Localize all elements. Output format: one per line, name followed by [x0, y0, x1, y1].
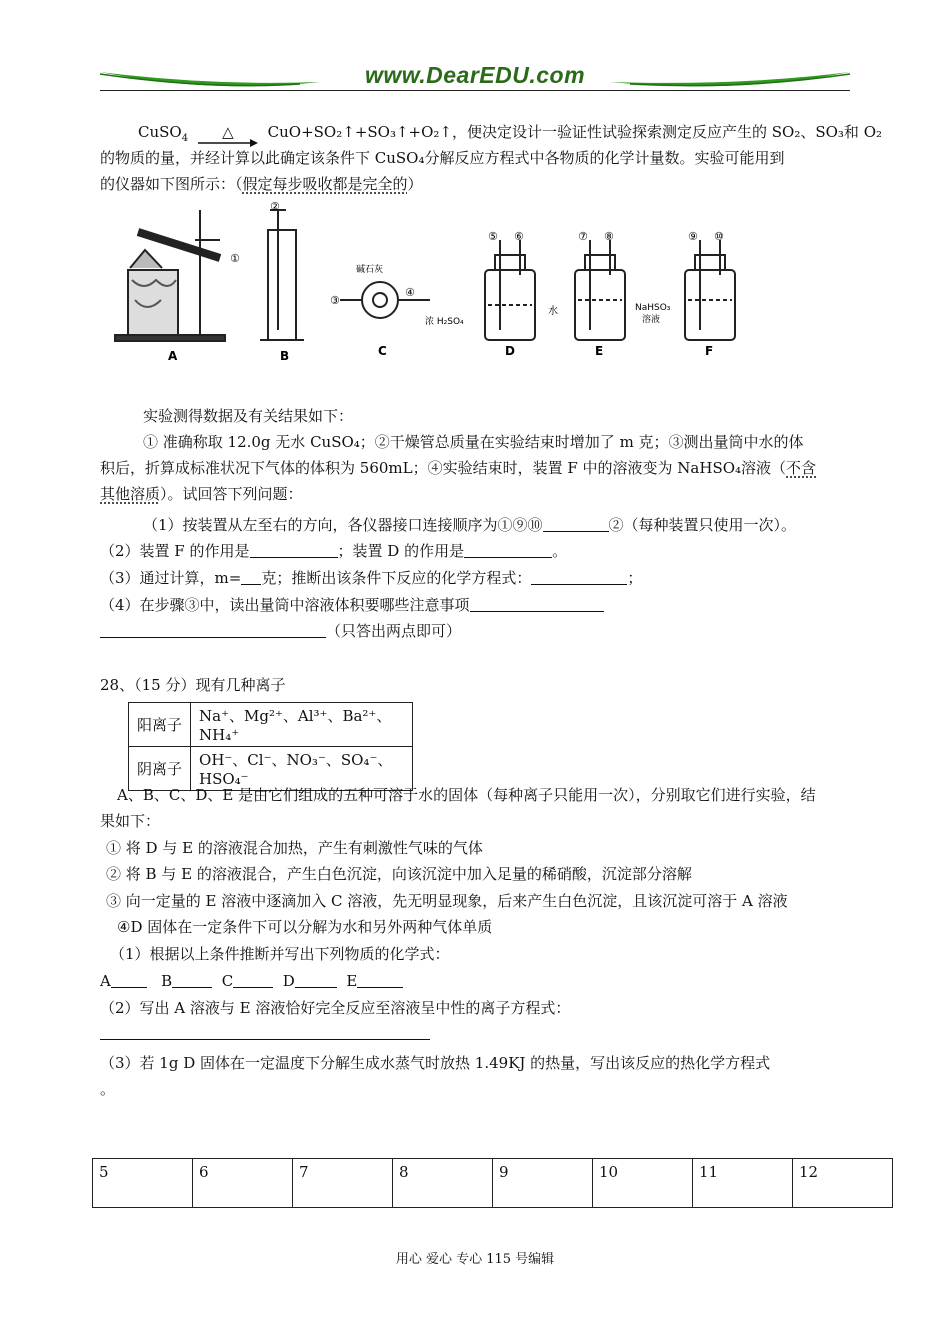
- page-footer: 用心 爱心 专心 115 号编辑: [395, 1252, 555, 1267]
- answer-blank-b[interactable]: [172, 971, 212, 988]
- answer-blank-a[interactable]: [111, 971, 147, 988]
- answer-blank[interactable]: [543, 515, 609, 532]
- answer-blank[interactable]: [100, 621, 326, 638]
- q28-answers-row: A B C D E: [100, 970, 850, 992]
- apparatus-e: [575, 240, 625, 340]
- apparatus-b: [260, 210, 304, 340]
- answer-blank[interactable]: [250, 541, 338, 558]
- reaction-arrow-icon: [198, 139, 258, 147]
- apparatus-d: [485, 240, 535, 340]
- answer-blank-e[interactable]: [357, 971, 403, 988]
- heat-delta-icon: △: [222, 123, 234, 141]
- q28-title: 28、（15 分）现有几种离子: [100, 676, 286, 694]
- answer-blank[interactable]: [531, 568, 627, 585]
- apparatus-label-e: E: [595, 344, 604, 358]
- q28-question-2: （2）写出 A 溶液与 E 溶液恰好完全反应至溶液呈中性的离子方程式：: [100, 999, 571, 1017]
- answer-cell[interactable]: 9: [493, 1159, 593, 1208]
- q28-question-3: （3）若 1g D 固体在一定温度下分解生成水蒸气时放热 1.49KJ 的热量，写出该反应的热化学方程式: [100, 1054, 771, 1072]
- apparatus-label-a: A: [168, 349, 178, 363]
- apparatus-port-10: ⑩: [714, 230, 724, 243]
- anion-values: OH⁻、Cl⁻、NO₃⁻、SO₄⁻、HSO₄⁻: [191, 747, 413, 791]
- ion-table: [128, 702, 413, 791]
- cation-values: Na⁺、Mg²⁺、Al³⁺、Ba²⁺、NH₄⁺: [191, 703, 413, 747]
- apparatus-label-d: D: [505, 344, 515, 358]
- data-line-2: 积后，折算成标准状况下气体的体积为 560mL；④实验结束时，装置 F 中的溶液变为 NaHSO₄溶液（不含: [100, 459, 817, 477]
- q28-question-3-end: 。: [100, 1080, 116, 1098]
- apparatus-f-text-1: NaHSO₃: [635, 303, 671, 313]
- q28-para-2: 果如下：: [100, 812, 161, 830]
- question-4-cont: （只答出两点即可）: [100, 620, 850, 642]
- answer-cell[interactable]: 11: [693, 1159, 793, 1208]
- answer-table: [92, 1158, 893, 1208]
- answer-blank-c[interactable]: [233, 971, 273, 988]
- anion-label: 阴离子: [129, 747, 191, 791]
- q28-para-1: A、B、C、D、E 是由它们组成的五种可溶于水的固体（每种离子只能用一次），分别取它们进行实验，结: [117, 786, 816, 804]
- apparatus-port-9: ⑨: [688, 230, 698, 243]
- apparatus-c-text: 碱石灰: [356, 265, 384, 275]
- answer-cell[interactable]: 10: [593, 1159, 693, 1208]
- answer-blank[interactable]: [241, 568, 261, 585]
- cation-label: 阳离子: [129, 703, 191, 747]
- q28-step-2: ② 将 B 与 E 的溶液混合，产生白色沉淀，向该沉淀中加入足量的稀硝酸，沉淀部分溶解: [106, 865, 692, 883]
- header-rule: [100, 90, 850, 91]
- apparatus-port-1: ①: [230, 252, 240, 265]
- q28-step-1: ① 将 D 与 E 的溶液混合加热，产生有刺激性气味的气体: [106, 839, 483, 857]
- data-line-3: 其他溶质）。试回答下列问题：: [100, 485, 303, 503]
- q28-question-1: （1）根据以上条件推断并写出下列物质的化学式：: [110, 945, 450, 963]
- apparatus-label-f: F: [705, 344, 714, 358]
- answer-table-row: [93, 1159, 893, 1208]
- answer-cell[interactable]: 6: [193, 1159, 293, 1208]
- apparatus-port-5: ⑤: [488, 230, 498, 243]
- apparatus-e-text: 水: [548, 306, 558, 317]
- question-1: （1）按装置从左至右的方向，各仪器接口连接顺序为①⑨⑩ ②（每种装置只使用一次）。: [143, 516, 797, 534]
- question-4: （4）在步骤③中，读出量筒中溶液体积要哪些注意事项: [100, 594, 850, 616]
- question-3: （3）通过计算，m= 克；推断出该条件下反应的化学方程式： ；: [100, 569, 643, 587]
- answer-blank[interactable]: [100, 1023, 430, 1040]
- q28-step-4: ④D 固体在一定条件下可以分解为水和另外两种气体单质: [117, 918, 493, 936]
- apparatus-port-4: ④: [405, 286, 415, 299]
- apparatus-f: [685, 240, 735, 340]
- intro-line-2: 的物质的量，并经计算以此确定该条件下 CuSO₄分解反应方程式中各物质的化学计量数。实验可能用到: [100, 149, 785, 167]
- answer-cell[interactable]: 8: [393, 1159, 493, 1208]
- apparatus-d-text: 浓 H₂SO₄: [425, 317, 464, 327]
- apparatus-f-text-2: 溶液: [642, 315, 661, 325]
- answer-blank[interactable]: [464, 541, 552, 558]
- site-url: www.DearEDU.com: [364, 62, 586, 88]
- data-line-1: ① 准确称取 12.0g 无水 CuSO₄；②干燥管总质量在实验结束时增加了 m 克；③测出量筒中水的体: [143, 433, 804, 451]
- intro-line-3: 的仪器如下图所示：（假定每步吸收都是完全的）: [100, 175, 423, 193]
- apparatus-label-b: B: [280, 349, 290, 363]
- green-swoosh-right-icon: [610, 68, 850, 92]
- q28-step-3: ③ 向一定量的 E 溶液中逐滴加入 C 溶液，先无明显现象，后来产生白色沉淀，且该沉淀可溶于 A 溶液: [106, 892, 788, 910]
- apparatus-port-7: ⑦: [578, 230, 588, 243]
- answer-cell[interactable]: 5: [93, 1159, 193, 1208]
- apparatus-port-2: ②: [270, 200, 280, 213]
- apparatus-c: [340, 282, 430, 318]
- apparatus-diagram: [100, 200, 750, 365]
- data-title: 实验测得数据及有关结果如下：: [143, 407, 354, 425]
- answer-blank-d[interactable]: [295, 971, 337, 988]
- q28-question-2-blank: [100, 1022, 850, 1044]
- answer-blank[interactable]: [470, 595, 604, 612]
- apparatus-port-6: ⑥: [514, 230, 524, 243]
- apparatus-port-3: ③: [330, 294, 340, 307]
- answer-cell[interactable]: 7: [293, 1159, 393, 1208]
- page-header: [100, 62, 850, 96]
- answer-cell[interactable]: 12: [793, 1159, 893, 1208]
- question-2: （2）装置 F 的作用是 ；装置 D 的作用是 。: [100, 542, 568, 560]
- apparatus-a: [115, 210, 225, 341]
- intro-line-1: CuSO$_4$ △ CuO+SO₂↑+SO₃↑+O₂↑，便决定设计一验证性试验探索测定反应产生的 SO₂、SO₃和 O₂: [138, 121, 850, 150]
- apparatus-label-c: C: [378, 344, 387, 358]
- apparatus-port-8: ⑧: [604, 230, 614, 243]
